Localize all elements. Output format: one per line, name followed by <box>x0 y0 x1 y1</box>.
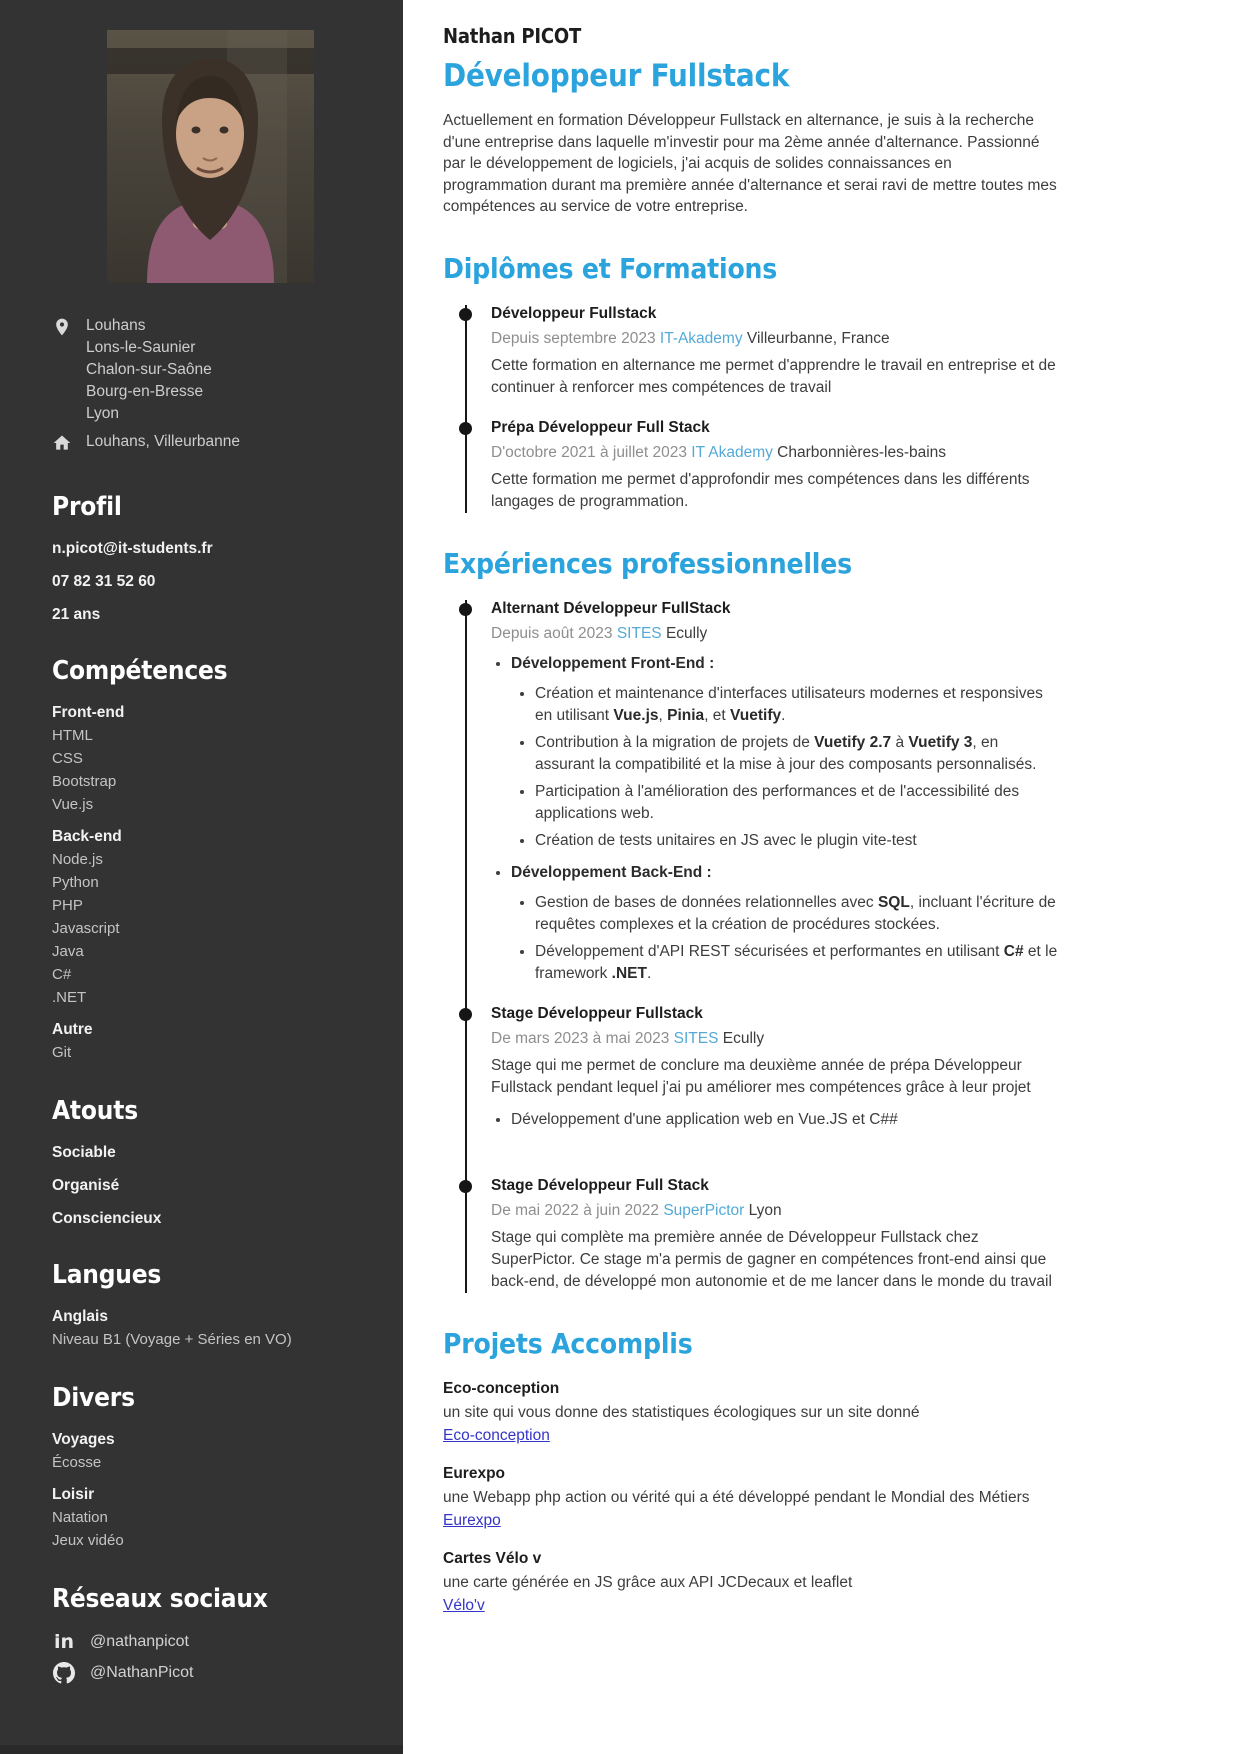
skill-group-item: HTML <box>52 727 93 744</box>
phone: 07 82 31 52 60 <box>52 573 156 590</box>
entry-date-line <box>491 1030 1058 1048</box>
date-range: De mai 2022 à juin 2022 <box>491 1201 664 1219</box>
bullet-group <box>511 862 1058 985</box>
entry-title: Prépa Développeur Full Stack <box>491 418 710 436</box>
social-account <box>52 1662 369 1684</box>
project-item <box>443 1465 1058 1530</box>
section-title-projects: Projets Accomplis <box>443 1326 693 1360</box>
skill-group <box>52 828 369 1009</box>
entry-title: Stage Développeur Fullstack <box>491 1004 703 1022</box>
project-name: Eco-conception <box>443 1379 560 1397</box>
skill-group-item: Node.js <box>52 851 103 868</box>
bullet-group-list <box>491 653 1058 985</box>
entry-location: Ecully <box>722 1029 765 1047</box>
location-pin-icon <box>52 317 74 342</box>
person-name: Nathan PICOT <box>443 24 582 48</box>
bullet-item: • Participation à l'amélioration des performances et de l'accessibilité des applications web. <box>535 781 1058 825</box>
age: 21 ans <box>52 606 101 623</box>
bullet-item: • Contribution à la migration de projets de Vuetify 2.7 à Vuetify 3, en assurant la compatibilité et la mise à jour des composants personnalisés. <box>535 732 1058 776</box>
divers-group-label: Loisir <box>52 1486 95 1503</box>
atout-item: Organisé <box>52 1177 120 1194</box>
job-title: Développeur Fullstack <box>443 58 790 94</box>
timeline-dot <box>459 603 472 616</box>
experience-item <box>491 1005 1058 1131</box>
entry-location: Ecully <box>665 624 708 642</box>
organization-link[interactable]: SITES <box>673 1029 719 1047</box>
skill-group-label: Back-end <box>52 828 122 845</box>
linkedin-icon <box>52 1632 76 1652</box>
bullet-item: • Création de tests unitaires en JS avec le plugin vite-test <box>535 830 1058 852</box>
divers-groups <box>52 1431 369 1552</box>
langues-list <box>52 1308 369 1351</box>
experience-description: Stage qui me permet de conclure ma deuxième année de prépa Développeur Fullstack pendant lequel j'ai pu améliorer mes compétences grâce à leur projet <box>491 1056 1031 1096</box>
entry-date-line <box>491 330 1058 348</box>
divers-group-item: Natation <box>52 1509 108 1526</box>
timeline-dot <box>459 308 472 321</box>
sidebar <box>0 0 403 1754</box>
location-list <box>86 315 212 425</box>
locations-row <box>52 315 369 425</box>
project-link[interactable]: Eurexpo <box>443 1511 501 1529</box>
github-icon <box>52 1662 76 1684</box>
intro-paragraph: Actuellement en formation Développeur Fullstack en alternance, je suis à la recherche d'une entreprise dans laquelle m'investir pour ma 2ème année d'alternance. Passionné par le développement de logiciels, j'ai acquis de solides connaissances en programmation durant ma première année d'alternance et serai ravi de mettre toutes mes compétences au service de votre entreprise. <box>443 112 1057 215</box>
skill-group-item: CSS <box>52 750 83 767</box>
skill-group-item: .NET <box>52 989 87 1006</box>
bullet-item: • Développement d'une application web en Vue.JS et C## <box>511 1109 1058 1131</box>
bullet-group <box>511 653 1058 852</box>
sidebar-bottom-strip <box>0 1745 403 1754</box>
skill-group-item: Python <box>52 874 99 891</box>
formation-item <box>491 305 1058 399</box>
formation-item <box>491 419 1058 513</box>
entry-location: Villeurbanne, France <box>746 329 890 347</box>
location-item: Lons-le-Saunier <box>86 339 196 356</box>
experience-item <box>491 600 1058 985</box>
project-name: Eurexpo <box>443 1464 506 1482</box>
home-row <box>52 431 369 460</box>
project-item <box>443 1550 1058 1615</box>
formation-description: Cette formation en alternance me permet d'apprendre le travail en entreprise et de continuer à renforcer mes compétences de travail <box>491 356 1056 396</box>
timeline-dot <box>459 1008 472 1021</box>
entry-date-line <box>491 1202 1058 1220</box>
home-icon <box>52 433 74 460</box>
email: n.picot@it-students.fr <box>52 540 213 557</box>
timeline-dot <box>459 422 472 435</box>
skill-group-item: Git <box>52 1044 72 1061</box>
organization-link[interactable]: SuperPictor <box>663 1201 745 1219</box>
atout-item: Sociable <box>52 1144 116 1161</box>
bullet-list <box>491 1109 1058 1131</box>
project-description: une Webapp php action ou vérité qui a été développé pendant le Mondial des Métiers <box>443 1488 1030 1506</box>
linkedin-glyph: in <box>53 1631 75 1653</box>
section-title-formations: Diplômes et Formations <box>443 251 778 285</box>
bullet-group-label: Développement Front-End : <box>511 654 715 672</box>
atouts-list <box>52 1144 369 1228</box>
location-item: Louhans <box>86 317 146 334</box>
skill-group-item: C# <box>52 966 72 983</box>
bullet-list <box>511 892 1058 985</box>
social-list <box>52 1632 369 1684</box>
entry-location: Lyon <box>748 1201 782 1219</box>
divers-group <box>52 1486 369 1552</box>
date-range: De mars 2023 à mai 2023 <box>491 1029 674 1047</box>
project-link[interactable]: Eco-conception <box>443 1426 550 1444</box>
profile-photo <box>107 30 314 283</box>
social-handle[interactable]: @nathanpicot <box>90 1633 189 1650</box>
skills-groups <box>52 704 369 1064</box>
entry-date-line <box>491 444 1058 462</box>
skill-group-item: PHP <box>52 897 83 914</box>
experience-description: Stage qui complète ma première année de Développeur Fullstack chez SuperPictor. Ce stage m'a permis de gagner en compétences front-end ainsi que back-end, de développé mon autonomie et de me lancer dans le monde du travail <box>491 1228 1052 1290</box>
language-detail: Niveau B1 (Voyage + Séries en VO) <box>52 1331 292 1348</box>
skill-group-label: Autre <box>52 1021 93 1038</box>
project-link[interactable]: Vélo'v <box>443 1596 485 1614</box>
section-title-experiences: Expériences professionnelles <box>443 546 852 580</box>
entry-location: Charbonnières-les-bains <box>777 443 947 461</box>
skill-group-item: Java <box>52 943 84 960</box>
skill-group <box>52 704 369 816</box>
home-cities: Louhans, Villeurbanne <box>86 433 240 450</box>
project-description: un site qui vous donne des statistiques écologiques sur un site donné <box>443 1403 920 1421</box>
location-item: Bourg-en-Bresse <box>86 383 204 400</box>
location-item: Chalon-sur-Saône <box>86 361 212 378</box>
timeline-dot <box>459 1180 472 1193</box>
divers-group-item: Écosse <box>52 1454 102 1471</box>
skill-group-item: Vue.js <box>52 796 94 813</box>
date-range: D'octobre 2021 à juillet 2023 <box>491 443 692 461</box>
date-range: Depuis septembre 2023 <box>491 329 660 347</box>
divers-group-label: Voyages <box>52 1431 115 1448</box>
entry-title: Stage Développeur Full Stack <box>491 1176 709 1194</box>
entry-title: Développeur Fullstack <box>491 304 657 322</box>
skill-group <box>52 1021 369 1064</box>
organization-link[interactable]: IT Akademy <box>691 443 773 461</box>
experiences-timeline <box>465 600 1058 1293</box>
bullet-item: • Gestion de bases de données relationnelles avec SQL, incluant l'écriture de requêtes complexes et la création de procédures stockées. <box>535 892 1058 936</box>
project-name: Cartes Vélo v <box>443 1549 542 1567</box>
skill-group-item: Bootstrap <box>52 773 117 790</box>
projects-list <box>443 1380 1058 1615</box>
organization-link[interactable]: IT-Akademy <box>659 329 743 347</box>
skill-group-item: Javascript <box>52 920 120 937</box>
atout-item: Consciencieux <box>52 1210 162 1227</box>
bullet-list <box>511 683 1058 852</box>
experience-item <box>491 1177 1058 1293</box>
social-handle[interactable]: @NathanPicot <box>90 1664 194 1681</box>
sidebar-heading-competences: Compétences <box>52 656 228 686</box>
sidebar-heading-reseaux: Réseaux sociaux <box>52 1584 268 1614</box>
formation-description: Cette formation me permet d'approfondir mes compétences dans les différents langages de programmation. <box>491 470 1030 510</box>
main-content <box>403 0 1240 1754</box>
sidebar-heading-profil: Profil <box>52 492 122 522</box>
sidebar-heading-langues: Langues <box>52 1260 162 1290</box>
divers-group <box>52 1431 369 1474</box>
project-description: une carte générée en JS grâce aux API JCDecaux et leaflet <box>443 1573 853 1591</box>
sidebar-heading-atouts: Atouts <box>52 1096 138 1126</box>
sidebar-heading-divers: Divers <box>52 1383 135 1413</box>
organization-link[interactable]: SITES <box>616 624 662 642</box>
language-label: Anglais <box>52 1308 108 1325</box>
bullet-group-label: Développement Back-End : <box>511 863 712 881</box>
entry-date-line <box>491 625 1058 643</box>
skill-group-label: Front-end <box>52 704 125 721</box>
contact-block <box>52 315 369 460</box>
date-range: Depuis août 2023 <box>491 624 617 642</box>
bullet-item: • Création et maintenance d'interfaces utilisateurs modernes et responsives en utilisant Vue.js, Pinia, et Vuetify. <box>535 683 1058 727</box>
bullet-item: • Développement d'API REST sécurisées et performantes en utilisant C# et le framework .NET. <box>535 941 1058 985</box>
formations-timeline <box>465 305 1058 513</box>
location-item: Lyon <box>86 405 120 422</box>
divers-group-item: Jeux vidéo <box>52 1532 124 1549</box>
project-item <box>443 1380 1058 1445</box>
entry-title: Alternant Développeur FullStack <box>491 599 731 617</box>
social-account <box>52 1632 369 1652</box>
